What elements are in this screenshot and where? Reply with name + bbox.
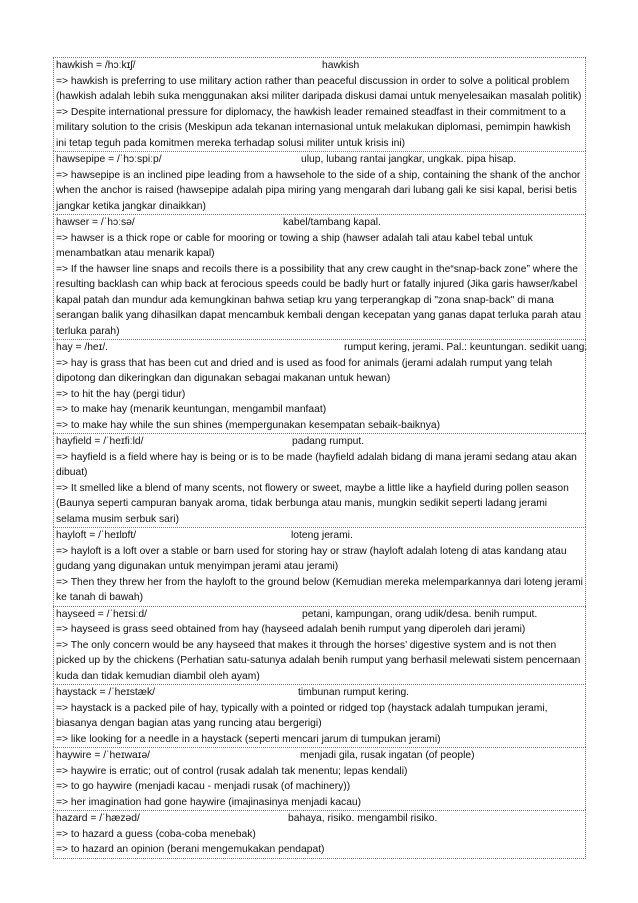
entry-term: hawser = /ˈhɔːsə/ xyxy=(56,217,135,228)
entry-term: hazard = /ˈhæzəd/ xyxy=(56,813,140,824)
dictionary-document xyxy=(53,57,586,859)
entry-line: => hayloft is a loft over a stable or barn used for storing hay or straw (hayloft adalah loteng di atas kandang atau gudang yang digunakan untuk menyimpan jerami atau jerami) xyxy=(56,545,567,572)
entry-meaning: hawkish xyxy=(322,60,360,71)
entry-haywire xyxy=(53,747,586,810)
entry-meaning: petani, kampungan, orang udik/desa. benih rumput. xyxy=(302,608,538,620)
entry-meaning: bahaya, risiko. mengambil risiko. xyxy=(288,813,438,824)
entry-term: hawkish = /hɔːkɪʃ/ xyxy=(56,60,136,71)
entry-line: => hawkish is preferring to use military action rather than peaceful discussion in order to solve a political problem (hawkish adalah lebih suka menggunakan aksi militer daripada diskusi damai untuk menyelesaikan masalah politik) xyxy=(56,75,582,102)
entry-line: => like looking for a needle in a haystack (seperti mencari jarum di tumpukan jerami) xyxy=(56,733,441,745)
entry-hazard xyxy=(53,810,586,859)
entry-hayseed xyxy=(53,606,586,685)
entry-header xyxy=(56,215,583,231)
entry-term: haywire = /ˈheɪwaɪə/ xyxy=(56,750,151,761)
entry-meaning: menjadi gila, rusak ingatan (of people) xyxy=(300,750,475,761)
entry-line: => her imagination had gone haywire (imajinasinya menjadi kacau) xyxy=(56,796,362,808)
entry-term: hayloft = /ˈheɪlɒft/ xyxy=(56,530,137,541)
entry-meaning: ulup, lubang rantai jangkar, ungkak. pipa hisap. xyxy=(301,154,517,165)
entry-header xyxy=(56,340,588,356)
entry-hay xyxy=(53,339,586,433)
entry-meaning: rumput kering, jerami. Pal.: keuntungan. sedikit uang. xyxy=(344,342,588,353)
entry-meaning: kabel/tambang kapal. xyxy=(283,217,381,228)
entry-hawser xyxy=(53,214,586,339)
entry-meaning: padang rumput. xyxy=(292,436,365,447)
entry-term: hayfield = /ˈheɪfiːld/ xyxy=(56,436,144,447)
entry-hayfield xyxy=(53,433,586,527)
entry-header xyxy=(56,685,583,701)
entry-header xyxy=(56,607,583,623)
entry-term: haystack = /ˈheɪstæk/ xyxy=(56,687,155,698)
entry-line: => It smelled like a blend of many scents, not flowery or sweet, maybe a little like a hayfield during pollen season (Baunya seperti campuran banyak aroma, tidak berbunga atau manis, mungkin sedikit seperti ladang jerami selama musim serbuk sari) xyxy=(56,482,569,525)
entry-line: => to hazard an opinion (berani mengemukakan pendapat) xyxy=(56,844,325,855)
entry-line: => hawser is a thick rope or cable for mooring or towing a ship (hawser adalah tali atau kabel tebal untuk menambatkan atau menarik kapal) xyxy=(56,232,533,259)
entry-line: => to hit the hay (pergi tidur) xyxy=(56,388,186,400)
entry-line: => If the hawser line snaps and recoils there is a possibility that any crew caught in the“snap-back zone” where the resulting backlash can whip back at ferocious speeds could be badly hurt or fatally injured (Jika garis hawser/kabel kapal patah dan mundur ada kemungkinan bahwa setiap kru yang terperangkap di "zona snap-back" di mana serangan balik yang dihasilkan dapat mencambuk kembali dengan kecepatan yang ganas dapat terluka parah atau terluka parah) xyxy=(56,263,581,337)
entry-term: hayseed = /ˈheɪsiːd/ xyxy=(56,608,147,620)
entry-line: => hay is grass that has been cut and dried and is used as food for animals (jerami adalah rumput yang telah dipotong dan dikeringkan dan digunakan sebagai makanan untuk hewan) xyxy=(56,357,553,384)
entry-line: => hayseed is grass seed obtained from hay (hayseed adalah benih rumput yang diperoleh dari jerami) xyxy=(56,624,526,635)
entry-haystack xyxy=(53,684,586,747)
entry-hayloft xyxy=(53,527,586,606)
entry-meaning: timbunan rumput kering. xyxy=(298,687,410,698)
entry-header xyxy=(56,811,583,827)
entry-line: => The only concern would be any hayseed that makes it through the horses’ digestive system and is not then picked up by the chickens (Perhatian satu-satunya adalah benih rumput yang berhasil melewati sistem pencernaan kuda dan tidak kemudian diambil oleh ayam) xyxy=(56,639,581,682)
entry-line: => to make hay (menarik keuntungan, mengambil manfaat) xyxy=(56,404,327,415)
entry-line: => haywire is erratic; out of control (rusak adalah tak menentu; lepas kendali) xyxy=(56,765,408,777)
entry-line: => Despite international pressure for diplomacy, the hawkish leader remained steadfast in their commitment to a military solution to the crisis (Meskipun ada tekanan internasional untuk melakukan diplomasi, pemimpin hawkish ini tetap teguh pada komitmen mereka terhadap solusi militer untuk krisis ini) xyxy=(56,106,571,149)
entry-line: => to go haywire (menjadi kacau - menjadi rusak (of machinery)) xyxy=(56,781,351,792)
entry-line: => to make hay while the sun shines (mempergunakan kesempatan sebaik-baiknya) xyxy=(56,419,441,431)
entry-header xyxy=(56,434,583,450)
entry-header xyxy=(56,58,583,74)
entry-line: => Then they threw her from the hayloft to the ground below (Kemudian mereka melemparkannya dari loteng jerami ke tanah di bawah) xyxy=(56,576,583,603)
entry-line: => hawsepipe is an inclined pipe leading from a hawsehole to the side of a ship, containing the shank of the anchor when the anchor is raised (hawsepipe adalah pipa miring yang mengarah dari lubang gali ke sisi kapal, berisi betis jangkar ketika jangkar dinaikkan) xyxy=(56,169,581,212)
entry-header xyxy=(56,528,583,544)
entry-hawkish xyxy=(53,57,586,151)
entry-header xyxy=(56,152,583,168)
entry-hawsepipe xyxy=(53,151,586,214)
entry-line: => to hazard a guess (coba-coba menebak) xyxy=(56,828,256,840)
entry-header xyxy=(56,748,583,764)
entry-line: => hayfield is a field where hay is being or is to be made (hayfield adalah bidang di mana jerami sedang atau akan dibuat) xyxy=(56,451,577,478)
entry-term: hawsepipe = /ˈhɔːspiːp/ xyxy=(56,154,162,165)
entry-meaning: loteng jerami. xyxy=(291,530,353,541)
entry-term: hay = /heɪ/. xyxy=(56,342,109,353)
entry-line: => haystack is a packed pile of hay, typically with a pointed or ridged top (haystack adalah tumpukan jerami, biasanya dengan bagian atas yang runcing atau bergerigi) xyxy=(56,702,548,729)
